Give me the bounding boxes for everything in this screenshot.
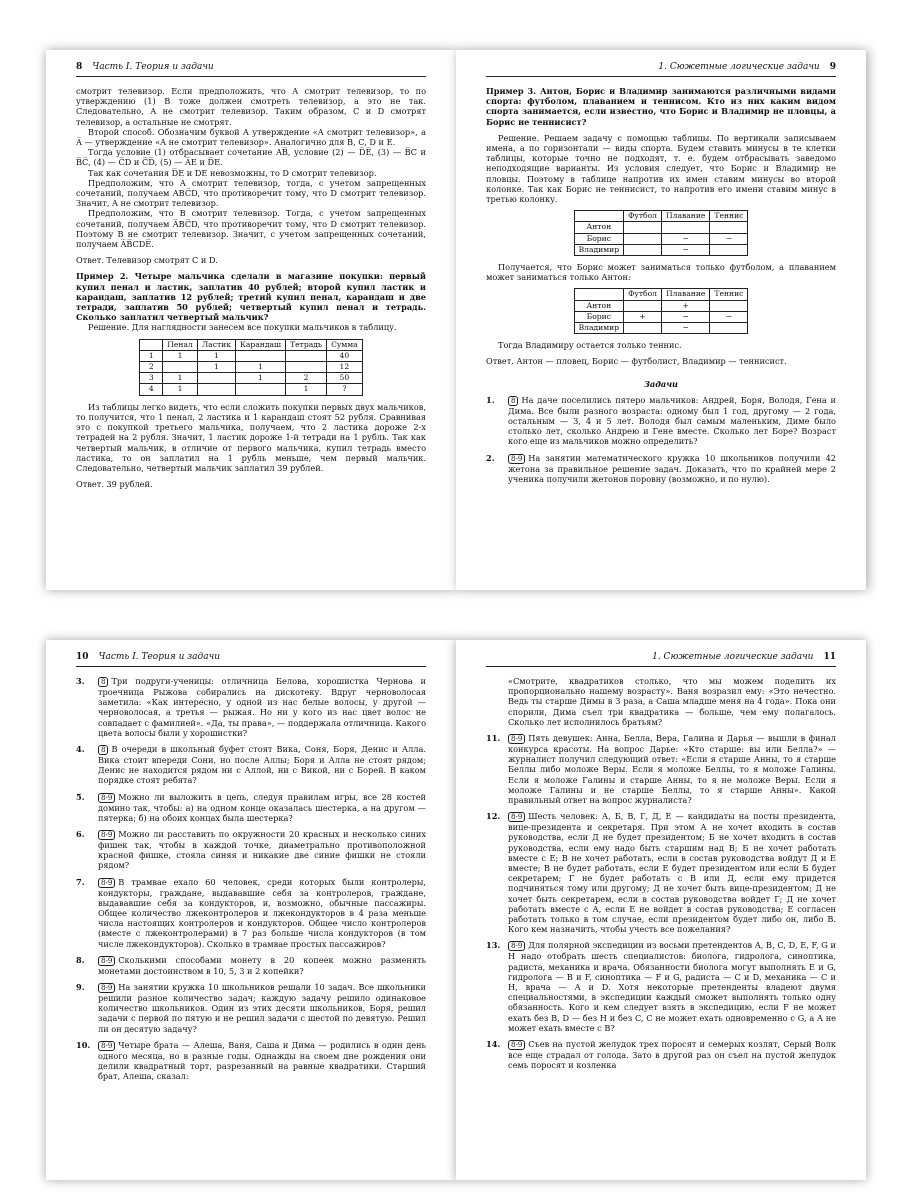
problem-number: 7. xyxy=(76,876,85,887)
grade-badge: 8-9 xyxy=(98,1041,115,1051)
table-cell xyxy=(624,222,662,233)
table-cell: 3 xyxy=(140,373,163,384)
table-header-row xyxy=(574,211,748,222)
answer: Ответ. Телевизор смотрят C и D. xyxy=(76,255,218,266)
table-header-cell: Тетрадь xyxy=(286,339,327,350)
grade-badge: 8 xyxy=(508,396,518,406)
grade-badge: 8-9 xyxy=(98,830,115,840)
table-cell: Владимир xyxy=(574,323,624,334)
page-body xyxy=(76,676,426,1087)
table-header-cell: Плавание xyxy=(662,211,710,222)
problem-number: 8. xyxy=(76,954,85,965)
purchases-table xyxy=(139,339,362,396)
paragraph: Тогда условие (1) отбрасывает сочетание AB̅, условие (2) — D̅E̅, (3) — B̅C и B̅C̅, (4) — C̅D и C̅D̅, (5) — A̅E и D̅E. xyxy=(76,147,426,168)
paragraph: Тогда Владимиру остается только теннис. xyxy=(498,340,682,351)
table-cell: 2 xyxy=(286,373,327,384)
table-cell: 50 xyxy=(327,373,363,384)
table-cell: − xyxy=(710,311,748,322)
paragraph: Получается, что Борис может заниматься только футболом, а плаванием может заниматься только Антон: xyxy=(486,262,836,283)
problem-text: В очереди в школьный буфет стоят Вика, Соня, Боря, Денис и Алла. Вика стоит впереди Сони, но после Аллы; Боря и Алла не стоят рядом; Денис не находится рядом ни с Аллой, ни с Викой, ни с Борей. В каком порядке стоят ребята? xyxy=(98,744,426,786)
table-header-cell xyxy=(140,339,163,350)
table-header-cell: Карандаш xyxy=(235,339,285,350)
problem-number: 11. xyxy=(486,733,501,744)
table-cell xyxy=(286,350,327,361)
table-row xyxy=(574,323,748,334)
page-header xyxy=(486,652,836,667)
page-header xyxy=(486,62,836,77)
table-row xyxy=(140,384,362,395)
problem-1 xyxy=(486,395,836,447)
problem-number: 5. xyxy=(76,791,85,802)
table-cell xyxy=(197,373,235,384)
table-cell: Борис xyxy=(574,311,624,322)
table-cell: 1 xyxy=(163,373,198,384)
table-header-row xyxy=(140,339,362,350)
answer: Ответ. Антон — пловец, Борис — футболист, Владимир — теннисист. xyxy=(486,356,787,367)
table-header-cell xyxy=(574,289,624,300)
problem-number: 12. xyxy=(486,811,501,822)
table-cell xyxy=(624,323,662,334)
paragraph: Из таблицы легко видеть, что если сложить покупки первых двух мальчиков, то получится, что 1 пенал, 2 ластика и 1 карандаш стоят 52 рубля. Сравнивая это с покупкой третьего мальчика, получаем, что 2 ластика дороже 2-х тетрадей на 2 рубля. Значит, 1 ластик дороже 1-й тетради на 1 рубль. Так как четвертый мальчик, в отличие от первого мальчика, купил тетрадь вместо ластика, то он заплатил на 1 рубль меньше, чем первый мальчик. Следовательно, четвертый мальчик заплатил 39 рублей. xyxy=(76,401,426,473)
problem-text: Сколькими способами монету в 20 копеек можно разменять монетами достоинством в 10, 5, 3 и 2 копейки? xyxy=(98,954,426,976)
problem-10 xyxy=(76,1040,426,1082)
table-cell: 1 xyxy=(286,384,327,395)
table-cell: 1 xyxy=(163,384,198,395)
grade-badge: 8 xyxy=(98,677,108,687)
running-title: 1. Сюжетные логические задачи xyxy=(658,62,820,72)
problem-number: 6. xyxy=(76,829,85,840)
problem-3 xyxy=(76,676,426,738)
problem-text: «Смотрите, квадратиков столько, что мы можем поделить их пропорционально нашему возрасту». Ваня возразил ему: «Это нечестно. Ведь ты старше Димы в 3 раза, а Саша младше меня на 4 года». Пока они спорили, Дима съел три квадратика — больше, чем ему полагалось. Сколько лет исполнилось братьям? xyxy=(508,676,836,727)
grade-badge: 8-9 xyxy=(508,734,525,744)
problem-text: Съев на пустой желудок трех поросят и семерых козлят, Серый Волк все еще страдал от голода. Зато в другой раз он съел на пустой желудок семь поросят и козленка xyxy=(508,1039,836,1071)
table-row xyxy=(140,350,362,361)
problem-8 xyxy=(76,955,426,976)
table-header-cell: Футбол xyxy=(624,211,662,222)
table-cell: − xyxy=(662,244,710,255)
table-cell xyxy=(624,244,662,255)
solution: Решение. Решаем задачу с помощью таблицы. По вертикали записываем имена, а по горизонтали — виды спорта. Будем ставить минусы в те клетки таблицы, которые точно не подходят, т. е. будем отбрасывать заведомо неподходящие варианты. Из условия следует, что Борис и Владимир не пловцы. Поэтому в таблице напротив их имен ставим минусы во второй колонке. Так как Борис не теннисист, то напротив его имени ставим минус в третью колонку. xyxy=(486,132,836,205)
problem-10-continued xyxy=(486,676,836,727)
grade-badge: 8-9 xyxy=(98,956,115,966)
problem-5 xyxy=(76,792,426,823)
problem-text: Для полярной экспедиции из восьми претендентов A, B, C, D, E, F, G и H надо отобрать шесть специалистов: биолога, гидролога, синоптика, радиста, механика и врача. Обязанности биолога могут выполнять E и G, гидролога — B и F, синоптика — F и G, радиста — C и D, механика — C и H, врача — A и D. Хотя некоторые претенденты владеют двумя специальностями, в экспедиции каждый сможет выполнять только одну обязанность. Кого и кем следует взять в экспедицию, если F не может ехать без B, D — без H и без C, C не может ехать одновременно с G, а A не может ехать вместе с B? xyxy=(508,940,836,1033)
table-cell: 2 xyxy=(140,362,163,373)
paragraph: Предположим, что A смотрит телевизор, тогда, с учетом запрещенных сочетаний, получаем ABC̅D, что противоречит тому, что D смотрит телевизор. Значит, A не смотрит телевизор. xyxy=(76,177,426,209)
grade-badge: 8 xyxy=(98,745,108,755)
table-row xyxy=(574,244,748,255)
table-cell xyxy=(197,384,235,395)
problem-number: 1. xyxy=(486,394,495,405)
table-cell: 1 xyxy=(197,362,235,373)
table-header-cell: Ластик xyxy=(197,339,235,350)
table-cell: 1 xyxy=(140,350,163,361)
problem-text: На занятии математического кружка 10 школьников получили 42 жетона за правильное решение задач. Доказать, что по крайней мере 2 ученика получили жетонов поровну (возможно, и по нулю). xyxy=(508,452,836,484)
problem-12 xyxy=(486,811,836,934)
problem-number: 3. xyxy=(76,676,85,686)
grade-badge: 8-9 xyxy=(508,454,525,464)
table-header-cell: Сумма xyxy=(327,339,363,350)
table-cell: − xyxy=(662,311,710,322)
problem-text: На даче поселились пятеро мальчиков: Андрей, Боря, Володя, Гена и Дима. Все были разного возраста: одному был 1 год, другому — 2 года, остальным — 3, 4 и 5 лет. Володя был самым маленьким, Диме было столько лет, сколько Андрею и Гене вместе. Сколько лет Боре? Возраст кого еще из мальчиков можно определить? xyxy=(508,394,836,447)
table-cell: 12 xyxy=(327,362,363,373)
table-row xyxy=(140,362,362,373)
problem-number: 4. xyxy=(76,744,85,755)
table-cell: ? xyxy=(327,384,363,395)
problem-2 xyxy=(486,453,836,484)
table-cell: − xyxy=(710,233,748,244)
table-row xyxy=(140,373,362,384)
table-cell xyxy=(624,300,662,311)
table-header-cell: Плавание xyxy=(662,289,710,300)
problem-text: Пять девушек: Анна, Белла, Вера, Галина и Дарья — вышли в финал конкурса красоты. На вопрос Дарье: «Кто старше: вы или Белла?» — журналист получил следующий ответ: «Если я старше Анны, то я старше Беллы либо моложе Веры. Если я моложе Беллы, то я моложе Галины. Если я моложе Галины и старше Анны, то я не моложе Веры. Если я моложе Галины и не старше Беллы, то я старше Анны». Какой правильный ответ на вопрос журналиста? xyxy=(508,733,836,806)
page-8 xyxy=(46,50,456,590)
example-3: Пример 3. Антон, Борис и Владимир занимаются различными видами спорта: футболом, плаванием и теннисом. Кто из них каким видом спорта занимается, если известно, что Борис и Владимир не пловцы, а Борис не теннисист? xyxy=(486,86,836,127)
table-cell: 40 xyxy=(327,350,363,361)
table-row xyxy=(574,222,748,233)
problem-6 xyxy=(76,829,426,871)
running-title: Часть I. Теория и задачи xyxy=(92,62,214,72)
grade-badge: 8-9 xyxy=(98,983,115,993)
table-row xyxy=(574,300,748,311)
problem-9 xyxy=(76,982,426,1034)
page-9 xyxy=(456,50,866,590)
table-cell: Антон xyxy=(574,300,624,311)
page-11 xyxy=(456,640,866,1180)
table-cell xyxy=(710,222,748,233)
table-header-cell xyxy=(574,211,624,222)
table-cell: 1 xyxy=(163,350,198,361)
table-cell xyxy=(662,222,710,233)
problem-text: В трамвае ехало 60 человек, среди которых были контролеры, кондукторы, граждане, выдававшие себя за контролеров, граждане, выдававшие себя за кондукторов, и, возможно, обычные пассажиры. Общее количество лжеконтролеров и лжекондукторов в 4 раза меньше числа настоящих контролеров и кондукторов. Общее число контролеров (вместе с лжеконтролерами) в 7 раз больше числа кондукторов (в том числе лжекондукторов). Сколько в трамвае простых пассажиров? xyxy=(98,876,426,949)
table-cell xyxy=(710,323,748,334)
page-number: 10 xyxy=(76,652,89,662)
table-row xyxy=(574,311,748,322)
table-cell xyxy=(163,362,198,373)
paragraph: Так как сочетания D̅E и DE невозможны, то D смотрит телевизор. xyxy=(88,167,377,178)
problem-number: 14. xyxy=(486,1039,501,1050)
table-cell: − xyxy=(662,323,710,334)
table-cell xyxy=(235,384,285,395)
problem-13 xyxy=(486,940,836,1033)
page-number: 8 xyxy=(76,62,83,72)
problem-number: 13. xyxy=(486,940,501,951)
problem-text: Можно ли расставить по окружности 20 красных и несколько синих фишек так, чтобы в каждой точке, диаметрально противоположной красной фишке, стояла синяя и никакие две синие фишки не стояли рядом? xyxy=(98,829,426,871)
solution: Решение. Для наглядности занесем все покупки мальчиков в таблицу. xyxy=(88,322,397,333)
table-cell: 1 xyxy=(235,373,285,384)
paragraph: смотрит телевизор. Если предположить, что A смотрит телевизор, то по утверждению (1) B тоже должен смотреть телевизор, а это не так. Следовательно, A не смотрит телевизор. Таким образом, C и D смотрят телевизор, а остальные не смотрят. xyxy=(76,86,426,127)
table-row xyxy=(574,233,748,244)
problem-number: 9. xyxy=(76,982,85,993)
table-cell xyxy=(624,233,662,244)
table-cell: 1 xyxy=(235,362,285,373)
table-cell xyxy=(710,244,748,255)
table-header-cell: Теннис xyxy=(710,211,748,222)
page-body xyxy=(486,676,836,1077)
problem-number: 10. xyxy=(76,1039,91,1050)
sports-table-1 xyxy=(574,210,749,256)
table-cell: Владимир xyxy=(574,244,624,255)
table-cell xyxy=(710,300,748,311)
problem-11 xyxy=(486,733,836,805)
problem-number: 2. xyxy=(486,452,495,463)
problem-text: Четыре брата — Алеша, Ваня, Саша и Дима — родились в один день одного месяца, но в разные годы. Однажды на своем дне рождения они делили квадратный торт, разрезанный на равные квадратики. Старший брат, Алеша, сказал: xyxy=(98,1039,426,1082)
grade-badge: 8-9 xyxy=(98,793,115,803)
problem-7 xyxy=(76,877,426,949)
paragraph: Предположим, что B смотрит телевизор. Тогда, с учетом запрещенных сочетаний, получаем A̅BC̅D, что противоречит тому, что D смотрит телевизор. Поэтому B не смотрит телевизор. Значит, с учетом запрещенных сочетаний, получаем A̅B̅CDE̅. xyxy=(76,208,426,250)
page-body xyxy=(76,86,426,489)
running-title: 1. Сюжетные логические задачи xyxy=(652,652,814,662)
page-body xyxy=(486,86,836,490)
table-cell: 4 xyxy=(140,384,163,395)
table-header-row xyxy=(574,289,748,300)
grade-badge: 8-9 xyxy=(508,941,525,951)
page-header xyxy=(76,652,426,667)
grade-badge: 8-9 xyxy=(98,878,115,888)
table-cell xyxy=(235,350,285,361)
problem-14 xyxy=(486,1039,836,1070)
table-cell: 1 xyxy=(197,350,235,361)
page-number: 11 xyxy=(823,652,836,662)
table-header-cell: Футбол xyxy=(624,289,662,300)
paragraph: Второй способ. Обозначим буквой A утверждение «A смотрит телевизор», а A̅ — утверждение «A не смотрит телевизор». Аналогично для B, C, D и E. xyxy=(76,126,426,148)
example-2: Пример 2. Четыре мальчика сделали в магазине покупки: первый купил пенал и ластик, заплатив 40 рублей; второй купил ластик и карандаш, заплатив 12 рублей; третий купил пенал, карандаш и две тетради, заплатив 50 рублей; четвертый купил пенал и тетрадь. Сколько заплатил четвертый мальчик? xyxy=(76,271,426,323)
problem-text: Шесть человек: А, Б, В, Г, Д, Е — кандидаты на посты президента, вице-президента и секретаря. При этом А не хочет входить в состав руководства, если Д не будет президентом; Б не хочет входить в состав руководства, если ему надо быть старшим над В; Б не хочет работать вместе с Е; В не хочет работать, если в состав руководства войдут Д и Е вместе; В не будет работать, если Е будет президентом или если Б будет секретарем; Г не будет работать с В или Д, если ему придется подчиняться тому или другому; Д не хочет быть вице-президентом; Д не хочет быть секретарем, если в состав руководства войдет Г; Д не хочет работать вместе с А, если Е не войдет в состав руководства; Е согласен работать только в том случае, если президентом будет либо он, либо В. Кого кем назначить, чтобы учесть все пожелания? xyxy=(508,811,836,935)
problem-text: Три подруги-ученицы: отличница Белова, хорошистка Чернова и троечница Рыжова собирались на дискотеку. Вдруг черноволосая заметила: «Как интересно, у одной из нас белые волосы, у другой — черноволосая, а третья — рыжая. Но ни у кого из нас цвет волос не совпадает с фамилией». «Да, ты права», — поддержала отличница. Какого цвета волосы были у хорошистки? xyxy=(98,676,426,738)
grade-badge: 8-9 xyxy=(508,812,525,822)
sports-table-2 xyxy=(574,288,749,334)
page-number: 9 xyxy=(829,62,836,72)
problem-text: Можно ли выложить в цепь, следуя правилам игры, все 28 костей домино так, чтобы: а) на одном конце оказалась шестерка, а на другом — пятерка; б) на обоих концах была шестерка? xyxy=(98,791,426,823)
grade-badge: 8-9 xyxy=(508,1040,525,1050)
problem-4 xyxy=(76,744,426,786)
answer: Ответ. 39 рублей. xyxy=(76,479,153,490)
table-cell: Антон xyxy=(574,222,624,233)
table-cell xyxy=(286,362,327,373)
table-cell: − xyxy=(662,233,710,244)
tasks-heading: Задачи xyxy=(643,378,678,389)
problem-text: На занятии кружка 10 школьников решали 10 задач. Все школьники решили разное количество задач; каждую задачу решило одинаковое количество школьников. Один из этих десяти школьников, Боря, решил задачи с первой по пятую и не решил задачи с шестой по девятую. Решил ли он десятую задачу? xyxy=(98,982,426,1034)
page-header xyxy=(76,62,426,77)
table-cell: + xyxy=(662,300,710,311)
table-header-cell: Теннис xyxy=(710,289,748,300)
running-title: Часть I. Теория и задачи xyxy=(98,652,220,662)
table-cell: Борис xyxy=(574,233,624,244)
table-header-cell: Пенал xyxy=(163,339,198,350)
table-cell: + xyxy=(624,311,662,322)
page-10 xyxy=(46,640,456,1180)
